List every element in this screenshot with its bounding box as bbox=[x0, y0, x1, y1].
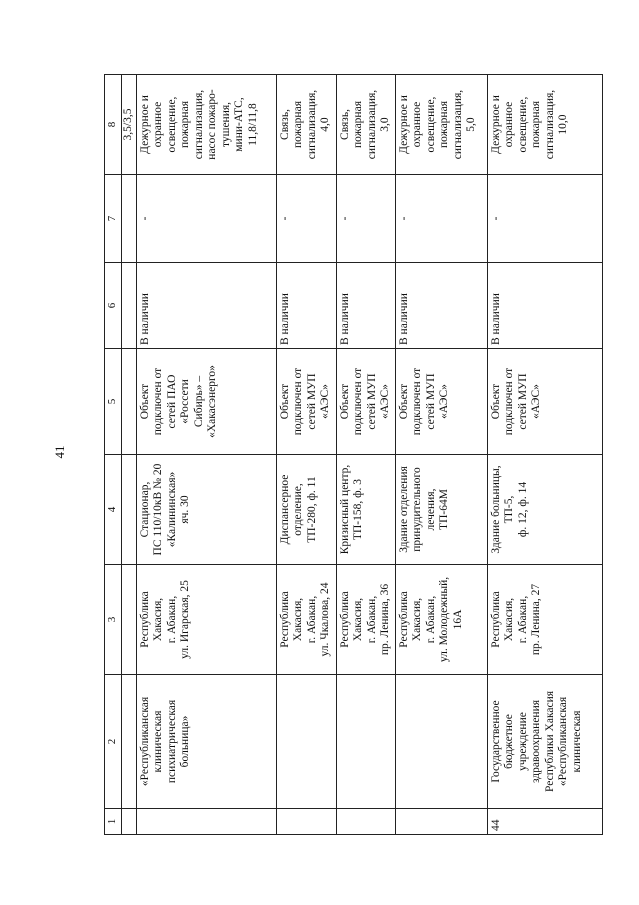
systems-cell-text: Связь, пожарная сигнализация, 4,0 bbox=[278, 89, 331, 160]
column-7-cell bbox=[395, 175, 487, 263]
organization-cell bbox=[395, 675, 487, 809]
connection-cell-text: Объект подключен от сетей МУП «АЭС» bbox=[278, 367, 331, 436]
supply-source-cell-text: Стационар, ПС 110/10кВ № 20 «Калининская» яч. 30 bbox=[138, 463, 191, 556]
address-cell-text: Республика Хакасия, г. Абакан, ул. Игарская, 25 bbox=[138, 580, 191, 659]
availability-cell bbox=[336, 263, 395, 349]
header-cell: 6 bbox=[105, 263, 122, 349]
availability-cell bbox=[487, 263, 602, 349]
page-number: 41 bbox=[52, 445, 67, 459]
table-row bbox=[276, 75, 336, 835]
availability-cell-text: В наличии bbox=[338, 293, 351, 345]
row-number-cell bbox=[487, 809, 602, 835]
table-row bbox=[487, 75, 602, 835]
column-7-cell-text: - bbox=[278, 216, 291, 221]
continuation-row bbox=[122, 75, 137, 835]
row-number-cell bbox=[276, 809, 336, 835]
systems-cell-text: Дежурное и охранное освещение, пожарная сигнализация, 10,0 bbox=[489, 89, 569, 160]
supply-source-cell-text: Здание отделения принудительного лечения, ТП-64М bbox=[397, 466, 450, 553]
table-row bbox=[395, 75, 487, 835]
organization-cell bbox=[487, 675, 602, 809]
column-7-cell-text: - bbox=[489, 216, 502, 221]
row-number-cell-text: 44 bbox=[489, 819, 502, 831]
systems-cell-text: Связь, пожарная сигнализация, 3,0 bbox=[338, 89, 391, 160]
systems-cell bbox=[276, 75, 336, 175]
header-cell: 4 bbox=[105, 455, 122, 565]
continuation-cell bbox=[122, 175, 137, 263]
systems-cell-text: Дежурное и охранное освещение, пожарная сигнализация, насос пожаро- тушения, мини-АТС, 11,8/11,8 bbox=[138, 89, 259, 160]
supply-source-cell bbox=[136, 455, 276, 565]
address-cell bbox=[136, 565, 276, 675]
organization-cell-text: Государственное бюджетное учреждение здравоохранения Республики Хакасия «Республиканская клиническая bbox=[489, 690, 583, 793]
supply-source-cell bbox=[336, 455, 395, 565]
rotated-table-wrapper bbox=[104, 75, 597, 835]
organization-cell bbox=[136, 675, 276, 809]
availability-cell bbox=[395, 263, 487, 349]
column-7-cell bbox=[276, 175, 336, 263]
connection-cell bbox=[395, 349, 487, 455]
availability-cell bbox=[276, 263, 336, 349]
continuation-cell bbox=[122, 349, 137, 455]
connection-cell-text: Объект подключен от сетей МУП «АЭС» bbox=[338, 367, 391, 436]
connection-cell bbox=[276, 349, 336, 455]
column-7-cell-text: - bbox=[138, 216, 151, 221]
header-row bbox=[105, 75, 122, 835]
address-cell bbox=[336, 565, 395, 675]
row-number-cell bbox=[136, 809, 276, 835]
continuation-cell bbox=[122, 263, 137, 349]
availability-cell-text: В наличии bbox=[138, 293, 151, 345]
supply-source-cell-text: Диспансерное отделение, ТП-280, ф. 11 bbox=[278, 474, 318, 545]
continuation-value: 3,5/3,5 bbox=[122, 75, 137, 175]
supply-source-cell bbox=[395, 455, 487, 565]
availability-cell-text: В наличии bbox=[489, 293, 502, 345]
address-cell-text: Республика Хакасия, г. Абакан, ул. Молодежный, 16А bbox=[397, 576, 464, 663]
address-cell-text: Республика Хакасия, г. Абакан, ул. Чкалова, 24 bbox=[278, 582, 331, 657]
address-cell bbox=[487, 565, 602, 675]
header-cell: 7 bbox=[105, 175, 122, 263]
supply-source-cell bbox=[487, 455, 602, 565]
address-cell-text: Республика Хакасия, г. Абакан, пр. Ленина, 27 bbox=[489, 583, 542, 656]
connection-cell bbox=[487, 349, 602, 455]
header-cell: 8 bbox=[105, 75, 122, 175]
table-row bbox=[336, 75, 395, 835]
systems-cell bbox=[487, 75, 602, 175]
continuation-cell bbox=[122, 565, 137, 675]
column-7-cell-text: - bbox=[397, 216, 410, 221]
connection-cell bbox=[136, 349, 276, 455]
continuation-cell bbox=[122, 675, 137, 809]
connection-cell bbox=[336, 349, 395, 455]
header-cell: 2 bbox=[105, 675, 122, 809]
column-7-cell-text: - bbox=[338, 216, 351, 221]
header-cell: 1 bbox=[105, 809, 122, 835]
continuation-cell bbox=[122, 455, 137, 565]
power-supply-table bbox=[104, 74, 603, 835]
row-number-cell bbox=[395, 809, 487, 835]
systems-cell-text: Дежурное и охранное освещение, пожарная сигнализация, 5,0 bbox=[397, 89, 477, 160]
row-number-cell bbox=[336, 809, 395, 835]
availability-cell-text: В наличии bbox=[278, 293, 291, 345]
connection-cell-text: Объект подключен от сетей МУП «АЭС» bbox=[489, 367, 542, 436]
column-7-cell bbox=[487, 175, 602, 263]
supply-source-cell-text: Здание больницы, ТП-5, ф. 12, ф. 14 bbox=[489, 465, 529, 554]
supply-source-cell bbox=[276, 455, 336, 565]
connection-cell-text: Объект подключен от сетей ПАО «Россети Сибирь» – «Хакасэнерго» bbox=[138, 365, 218, 438]
organization-cell bbox=[336, 675, 395, 809]
systems-cell bbox=[136, 75, 276, 175]
systems-cell bbox=[336, 75, 395, 175]
column-7-cell bbox=[336, 175, 395, 263]
systems-cell bbox=[395, 75, 487, 175]
supply-source-cell-text: Кризисный центр, ТП-158, ф. 3 bbox=[338, 464, 364, 555]
availability-cell bbox=[136, 263, 276, 349]
connection-cell-text: Объект подключен от сетей МУП «АЭС» bbox=[397, 367, 450, 436]
header-cell: 5 bbox=[105, 349, 122, 455]
continuation-cell bbox=[122, 809, 137, 835]
organization-cell bbox=[276, 675, 336, 809]
address-cell bbox=[395, 565, 487, 675]
address-cell-text: Республика Хакасия, г. Абакан, пр. Ленина, 36 bbox=[338, 583, 391, 656]
address-cell bbox=[276, 565, 336, 675]
availability-cell-text: В наличии bbox=[397, 293, 410, 345]
organization-cell-text: «Республиканская клиническая психиатрическая больница» bbox=[138, 696, 191, 787]
table-row bbox=[136, 75, 276, 835]
column-7-cell bbox=[136, 175, 276, 263]
header-cell: 3 bbox=[105, 565, 122, 675]
